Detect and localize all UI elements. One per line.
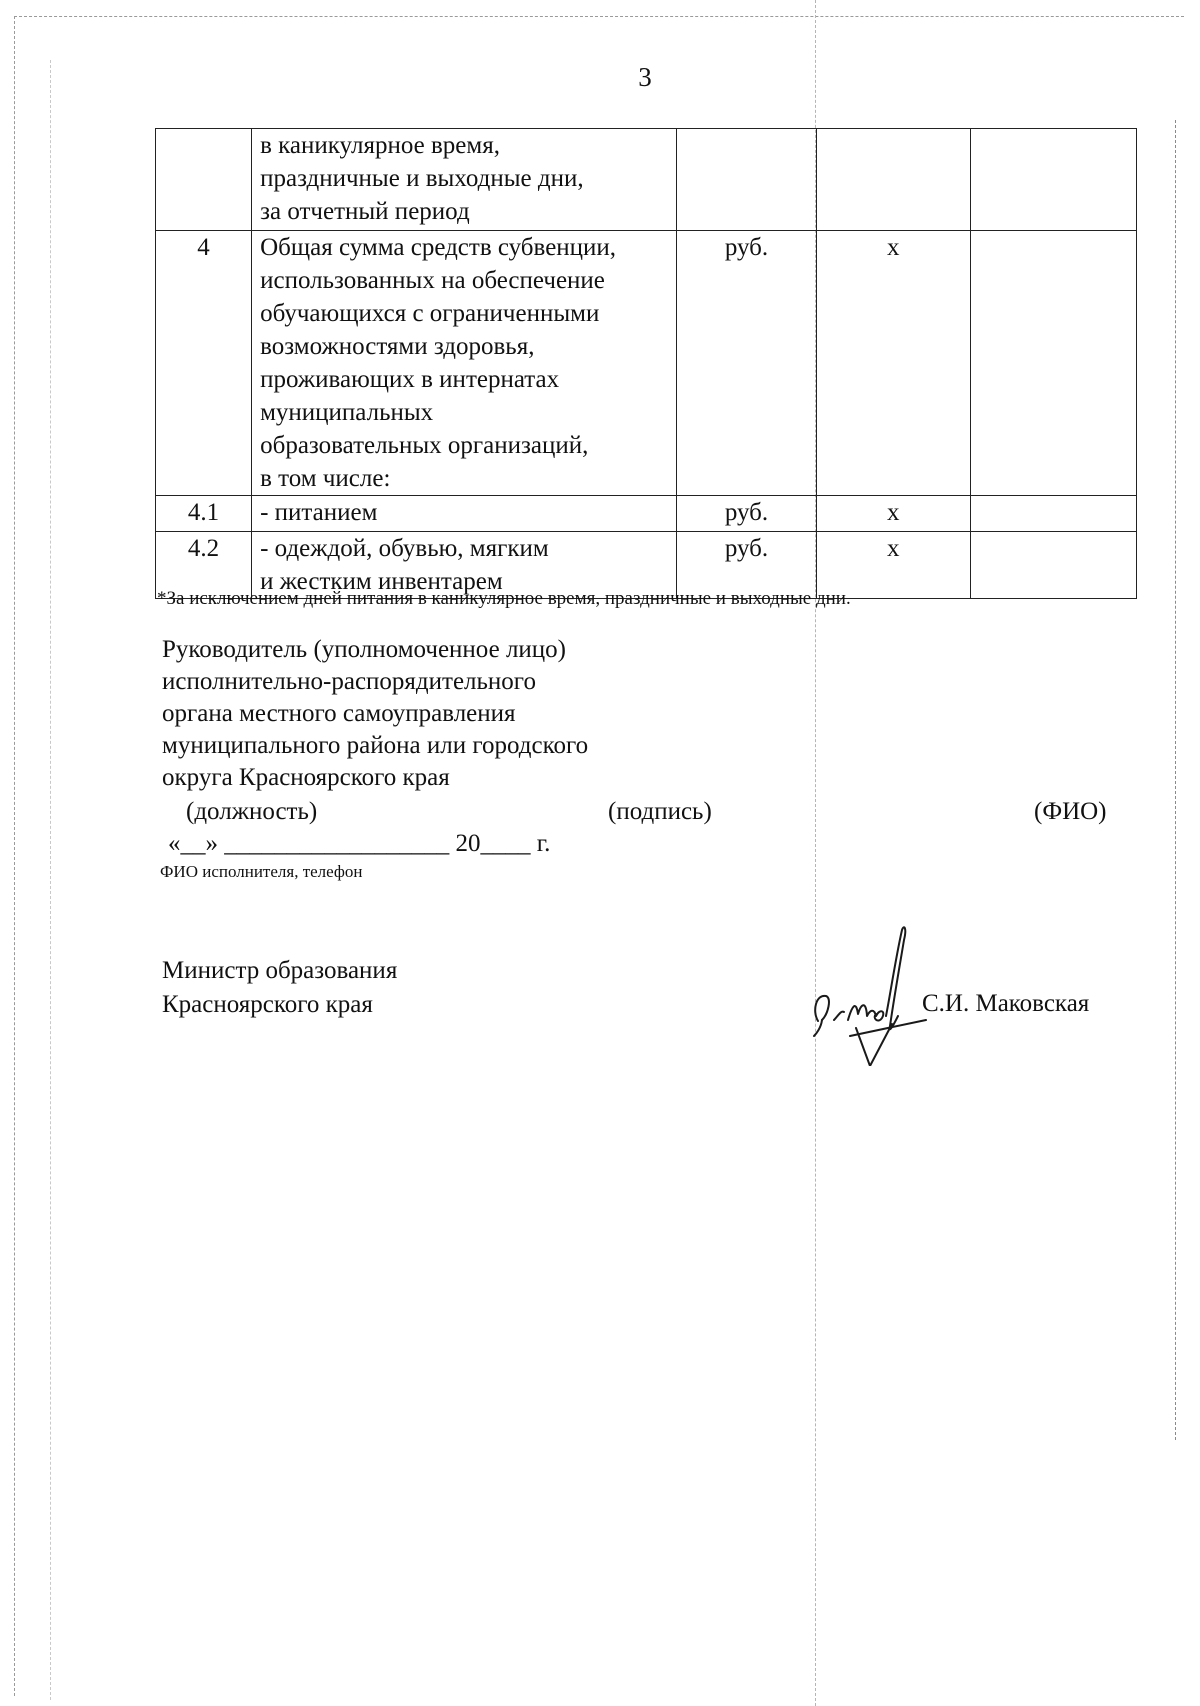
- executor-note: ФИО исполнителя, телефон: [160, 862, 363, 881]
- row-x-mark: [816, 129, 970, 231]
- row-unit: [677, 129, 816, 231]
- signature-caption: (подпись): [608, 798, 712, 825]
- row-description: [252, 496, 677, 532]
- signer-title-line: Руководитель (уполномоченное лицо): [162, 636, 567, 663]
- description-line: образовательных организаций,: [260, 432, 589, 459]
- row-number: 4: [156, 231, 252, 496]
- table-row: [156, 496, 1137, 532]
- row-unit: руб.: [677, 532, 816, 599]
- description-line: муниципальных: [260, 399, 434, 426]
- handwritten-signature: [808, 916, 928, 1066]
- description-line: проживающих в интернатах: [260, 366, 560, 393]
- row-unit: руб.: [677, 231, 816, 496]
- minister-name: С.И. Маковская: [922, 990, 1090, 1017]
- table-footnote: *За исключением дней питания в каникулярное время, праздничные и выходные дни.: [157, 588, 851, 609]
- scan-edge-top: [14, 16, 1184, 17]
- row-description: [252, 129, 677, 231]
- row-number: 4.1: [156, 496, 252, 532]
- scan-edge-left-inner: [50, 60, 51, 1700]
- signer-block: [162, 634, 588, 794]
- description-line: обучающихся с ограниченными: [260, 300, 600, 327]
- row-x-mark: x: [816, 231, 970, 496]
- description-line: за отчетный период: [260, 198, 470, 225]
- minister-title-line: Красноярского края: [162, 991, 373, 1018]
- signer-title-line: округа Красноярского края: [162, 764, 450, 791]
- description-line: возможностями здоровья,: [260, 333, 535, 360]
- row-value: [971, 496, 1137, 532]
- signer-title-line: муниципального района или городского: [162, 732, 589, 759]
- signer-title-line: исполнительно-распорядительного: [162, 668, 536, 695]
- row-value: [971, 129, 1137, 231]
- table-row: [156, 129, 1137, 231]
- fio-caption: (ФИО): [1034, 798, 1107, 825]
- description-line: и жестким инвентарем: [260, 568, 503, 595]
- row-description: [252, 231, 677, 496]
- description-line: в том числе:: [260, 465, 391, 492]
- row-number: 4.2: [156, 532, 252, 599]
- table-row: [156, 231, 1137, 496]
- scan-edge-left: [14, 16, 15, 1696]
- position-caption: (должность): [186, 798, 318, 825]
- date-line: «__» __________________ 20____ г.: [168, 830, 551, 857]
- row-unit: руб.: [677, 496, 816, 532]
- description-line: праздничные и выходные дни,: [260, 165, 584, 192]
- page-number: 3: [638, 62, 652, 92]
- row-value: [971, 532, 1137, 599]
- row-number: [156, 129, 252, 231]
- description-line: - питанием: [260, 499, 378, 526]
- report-table: [155, 128, 1137, 599]
- minister-title-line: Министр образования: [162, 957, 398, 984]
- row-x-mark: x: [816, 496, 970, 532]
- signer-title-line: органа местного самоуправления: [162, 700, 516, 727]
- row-x-mark: x: [816, 532, 970, 599]
- minister-title: [162, 954, 397, 1022]
- description-line: в каникулярное время,: [260, 132, 500, 159]
- scan-edge-right: [1175, 120, 1176, 1440]
- row-value: [971, 231, 1137, 496]
- description-line: использованных на обеспечение: [260, 267, 605, 294]
- description-line: Общая сумма средств субвенции,: [260, 234, 617, 261]
- description-line: - одеждой, обувью, мягким: [260, 535, 549, 562]
